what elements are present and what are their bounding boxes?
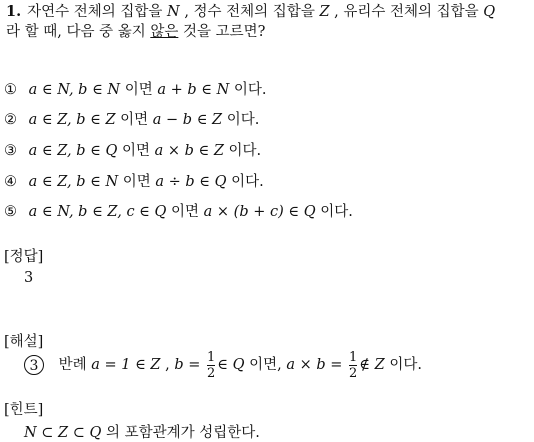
- answer-value: 3: [24, 270, 34, 286]
- explanation-text-c: 이면,: [244, 357, 287, 373]
- choice-end: 이다.: [315, 204, 353, 220]
- hint-line: [24, 421, 260, 442]
- choice-connector: 이면: [120, 82, 158, 98]
- question-text-b: , 정수 전체의 집합을: [179, 4, 320, 20]
- question-number: 1.: [6, 3, 22, 20]
- explanation-text-b: ,: [160, 357, 175, 373]
- explanation-text-a: 반례: [58, 357, 92, 373]
- hint-label: [힌트]: [4, 402, 44, 418]
- fraction-numerator: 1: [349, 349, 358, 365]
- choice-connector: 이면: [117, 143, 155, 159]
- question-text-d: 라 할 때, 다음 중 옳지: [6, 24, 151, 40]
- choice-2[interactable]: [4, 110, 259, 130]
- question-text-c: , 유리수 전체의 집합을: [329, 4, 484, 20]
- explanation-text-d: 이다.: [384, 357, 422, 373]
- choice-condition: a ∈ N, b ∈ N: [28, 82, 121, 98]
- choice-condition: a ∈ Z, b ∈ Z: [28, 112, 116, 128]
- choice-end: 이다.: [223, 143, 262, 159]
- answer-label: [정답]: [4, 249, 44, 265]
- question-text-e: 것을 고르면?: [178, 24, 266, 40]
- explanation-line: [24, 348, 422, 382]
- hint-text: 의 포함관계가 성립한다.: [101, 425, 260, 441]
- fraction-denominator: 2: [349, 365, 358, 381]
- choice-3[interactable]: [4, 141, 261, 161]
- explanation-math-e: ∉ Z: [359, 357, 385, 373]
- choice-result: a + b ∈ N: [157, 82, 230, 98]
- explanation-math-a: a = 1 ∈ Z: [91, 357, 161, 373]
- choice-result: a × (b + c) ∈ Q: [203, 204, 316, 220]
- choice-condition: a ∈ Z, b ∈ Q: [28, 143, 118, 159]
- choice-5[interactable]: [4, 202, 353, 222]
- set-q: Q: [483, 4, 496, 20]
- explanation-label: [해설]: [4, 334, 44, 350]
- choice-end: 이다.: [229, 82, 267, 98]
- choice-4[interactable]: [4, 172, 264, 192]
- explanation-math-b: b =: [174, 357, 201, 373]
- set-n: N: [167, 4, 180, 20]
- underlined-word: 않은: [150, 24, 179, 40]
- explanation-math-c: ∈ Q: [217, 357, 245, 373]
- choice-connector: 이면: [118, 174, 156, 190]
- choice-condition: a ∈ Z, b ∈ N: [28, 174, 119, 190]
- hint-math: N ⊂ Z ⊂ Q: [24, 425, 102, 441]
- choice-connector: 이면: [115, 112, 153, 128]
- fraction-numerator: 1: [206, 349, 216, 365]
- question-text-a: 자연수 전체의 집합을: [27, 4, 168, 20]
- choice-result: a ÷ b ∈ Q: [155, 174, 227, 190]
- choice-end: 이다.: [222, 112, 260, 128]
- question-line-1: [6, 2, 495, 22]
- choice-mark: ②: [4, 112, 17, 128]
- choice-mark: ③: [4, 143, 17, 159]
- choice-result: a − b ∈ Z: [152, 112, 223, 128]
- choice-mark: ①: [4, 82, 17, 98]
- choice-mark: ④: [4, 174, 17, 190]
- fraction-one-half: [207, 350, 215, 381]
- fraction-one-half-2: [349, 350, 357, 381]
- choice-result: a × b ∈ Z: [154, 143, 224, 159]
- choice-connector: 이면: [166, 204, 204, 220]
- fraction-denominator: 2: [206, 365, 216, 381]
- set-z: Z: [319, 4, 330, 20]
- circled-answer-mark: 3: [24, 355, 44, 375]
- choice-mark: ⑤: [4, 204, 17, 220]
- explanation-math-d: a × b =: [286, 357, 343, 373]
- question-line-2: [6, 22, 265, 42]
- choice-condition: a ∈ N, b ∈ Z, c ∈ Q: [28, 204, 167, 220]
- choice-end: 이다.: [226, 174, 264, 190]
- choice-1[interactable]: [4, 80, 267, 100]
